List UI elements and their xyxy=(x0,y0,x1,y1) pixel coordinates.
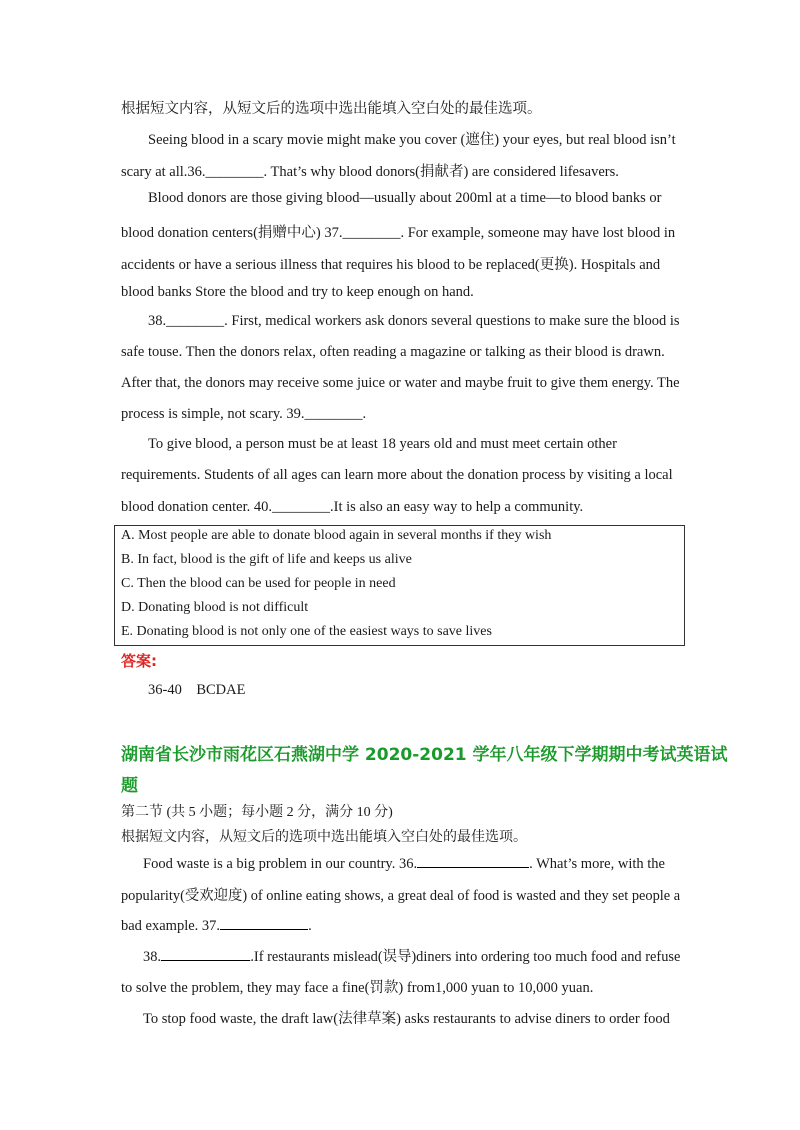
paragraph-line: To stop food waste, the draft law(法律草案) asks restaurants to advise diners to order food xyxy=(143,1011,670,1027)
paragraph-line: requirements. Students of all ages can learn more about the donation process by visiting a local xyxy=(121,467,673,483)
paragraph-line: to solve the problem, they may face a fine(罚款) from1,000 yuan to 10,000 yuan. xyxy=(121,980,594,996)
text-segment: . xyxy=(308,918,312,934)
paragraph-line: Seeing blood in a scary movie might make you cover (遮住) your eyes, but real blood isn’t xyxy=(148,132,676,148)
paragraph-line: To give blood, a person must be at least 18 years old and must meet certain other xyxy=(148,436,617,452)
text-segment: 38. xyxy=(143,949,161,965)
text-segment: . What’s more, with the xyxy=(529,856,665,872)
section-title-cont: 题 xyxy=(121,776,138,796)
options-box xyxy=(114,525,685,646)
text-segment: bad example. 37. xyxy=(121,918,221,934)
paragraph-line xyxy=(143,945,680,966)
blank-38 xyxy=(161,946,250,961)
paragraph-line: accidents or have a serious illness that requires his blood to be replaced(更换). Hospitals and xyxy=(121,257,661,273)
paragraph-line: After that, the donors may receive some juice or water and maybe fruit to give them energy. The xyxy=(121,375,680,391)
option-a: A. Most people are able to donate blood again in several months if they wish xyxy=(121,528,552,543)
option-c: C. Then the blood can be used for people in need xyxy=(121,576,396,591)
instruction-text: 根据短文内容，从短文后的选项中选出能填入空白处的最佳选项。 xyxy=(121,830,527,845)
option-d: D. Donating blood is not difficult xyxy=(121,600,309,615)
text-segment: .If restaurants mislead(误导)diners into ordering too much food and refuse xyxy=(250,949,681,965)
option-b: B. In fact, blood is the gift of life and keeps us alive xyxy=(121,552,412,567)
instruction-text: 根据短文内容，从短文后的选项中选出能填入空白处的最佳选项。 xyxy=(121,101,542,117)
paragraph-line xyxy=(143,853,665,873)
subheading: 第二节 (共 5 小题；每小题 2 分，满分 10 分) xyxy=(121,805,393,820)
blank-37 xyxy=(220,915,308,930)
paragraph-line: Blood donors are those giving blood—usually about 200ml at a time—to blood banks or xyxy=(148,190,662,206)
paragraph-line: 38.________. First, medical workers ask donors several questions to make sure the blood is xyxy=(148,313,680,329)
paragraph-line: blood donation centers(捐赠中心) 37.________. For example, someone may have lost blood in xyxy=(121,225,676,241)
answer-label: 答案: xyxy=(121,652,157,670)
paragraph-line: popularity(受欢迎度) of online eating shows, a great deal of food is wasted and they set people a xyxy=(121,888,681,904)
text-segment: Food waste is a big problem in our country. 36. xyxy=(143,856,418,872)
paragraph-line: blood banks Store the blood and try to keep enough on hand. xyxy=(121,284,474,300)
paragraph-line: blood donation center. 40.________.It is also an easy way to help a community. xyxy=(121,499,584,515)
option-e: E. Donating blood is not only one of the easiest ways to save lives xyxy=(121,624,492,639)
section-title: 湖南省长沙市雨花区石燕湖中学 2020-2021 学年八年级下学期期中考试英语试 xyxy=(121,745,728,765)
paragraph-line: safe touse. Then the donors relax, often reading a magazine or talking as their blood is drawn. xyxy=(121,344,665,360)
answer-text: 36-40 BCDAE xyxy=(148,682,246,698)
blank-36 xyxy=(417,853,529,868)
paragraph-line: process is simple, not scary. 39.________. xyxy=(121,406,367,422)
paragraph-line: scary at all.36.________. That’s why blood donors(捐献者) are considered lifesavers. xyxy=(121,164,619,180)
paragraph-line xyxy=(121,915,312,935)
